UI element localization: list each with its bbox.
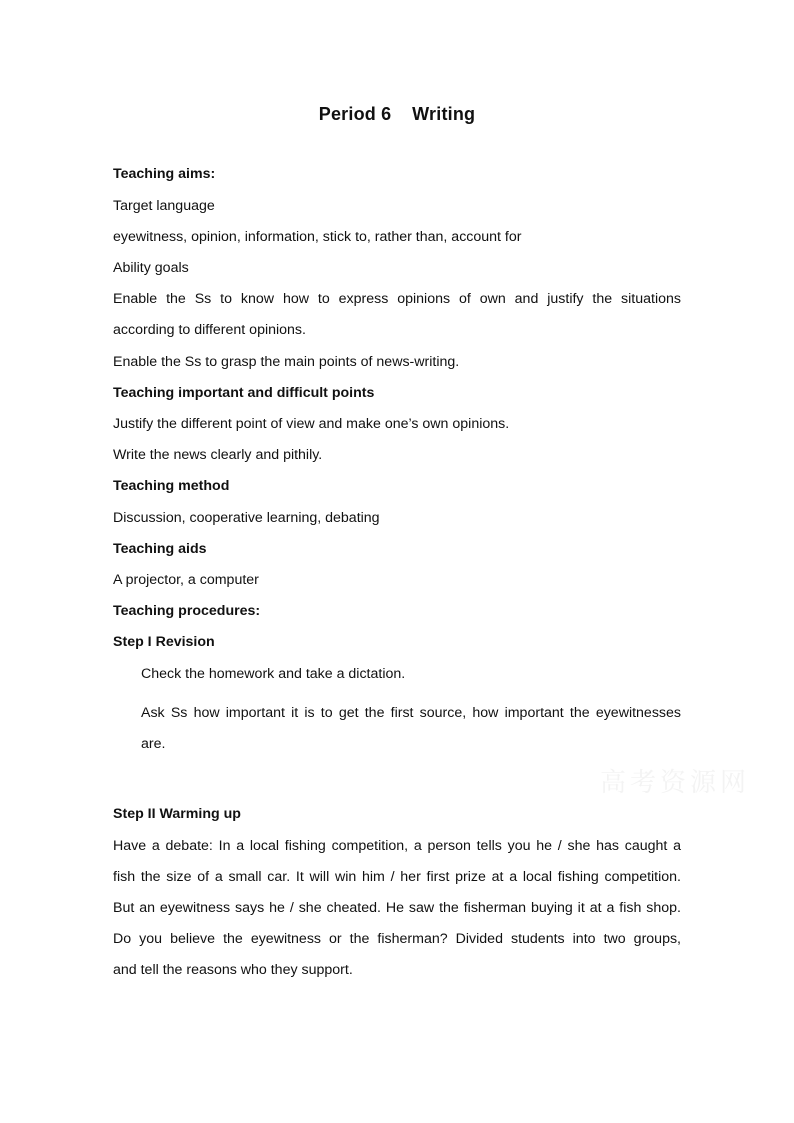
ability-goals-label: Ability goals bbox=[113, 260, 189, 276]
step-2-line-3: But an eyewitness says he / she cheated. He saw the fisherman buying it at a fish shop. bbox=[113, 900, 681, 916]
watermark: 高考资源网 bbox=[600, 768, 751, 798]
page-title: Period 6 Writing bbox=[318, 104, 476, 124]
step-1-item-2-line-1: Ask Ss how important it is to get the first source, how important the eyewitnesses bbox=[141, 705, 681, 721]
target-language-label: Target language bbox=[113, 198, 215, 214]
teaching-procedures-heading: Teaching procedures: bbox=[113, 603, 261, 619]
step-1-item-1: Check the homework and take a dictation. bbox=[141, 666, 406, 682]
step-1-item-2-line-2: are. bbox=[141, 736, 166, 752]
step-2-heading: Step II Warming up bbox=[113, 806, 241, 822]
step-2-line-1: Have a debate: In a local fishing competition, a person tells you he / she has caught a bbox=[113, 838, 681, 854]
target-language-items: eyewitness, opinion, information, stick to, rather than, account for bbox=[113, 229, 522, 245]
teaching-aids-heading: Teaching aids bbox=[113, 541, 207, 557]
step-1-heading: Step I Revision bbox=[113, 634, 215, 650]
teaching-point-2: Write the news clearly and pithily. bbox=[113, 447, 323, 463]
ability-goal-1-line-2: according to different opinions. bbox=[113, 322, 306, 338]
step-2-line-2: fish the size of a small car. It will win him / her first prize at a local fishing competition. bbox=[113, 869, 681, 885]
step-2-line-4: Do you believe the eyewitness or the fisherman? Divided students into two groups, bbox=[113, 931, 681, 947]
ability-goal-2: Enable the Ss to grasp the main points of news-writing. bbox=[113, 354, 460, 370]
step-2-line-5: and tell the reasons who they support. bbox=[113, 962, 353, 978]
teaching-aims-heading: Teaching aims: bbox=[113, 166, 216, 182]
ability-goal-1-line-1: Enable the Ss to know how to express opinions of own and justify the situations bbox=[113, 291, 681, 307]
teaching-points-heading: Teaching important and difficult points bbox=[113, 385, 375, 401]
teaching-method-heading: Teaching method bbox=[113, 478, 230, 494]
teaching-point-1: Justify the different point of view and make one’s own opinions. bbox=[113, 416, 510, 432]
teaching-method-text: Discussion, cooperative learning, debating bbox=[113, 510, 380, 526]
teaching-aids-text: A projector, a computer bbox=[113, 572, 259, 588]
